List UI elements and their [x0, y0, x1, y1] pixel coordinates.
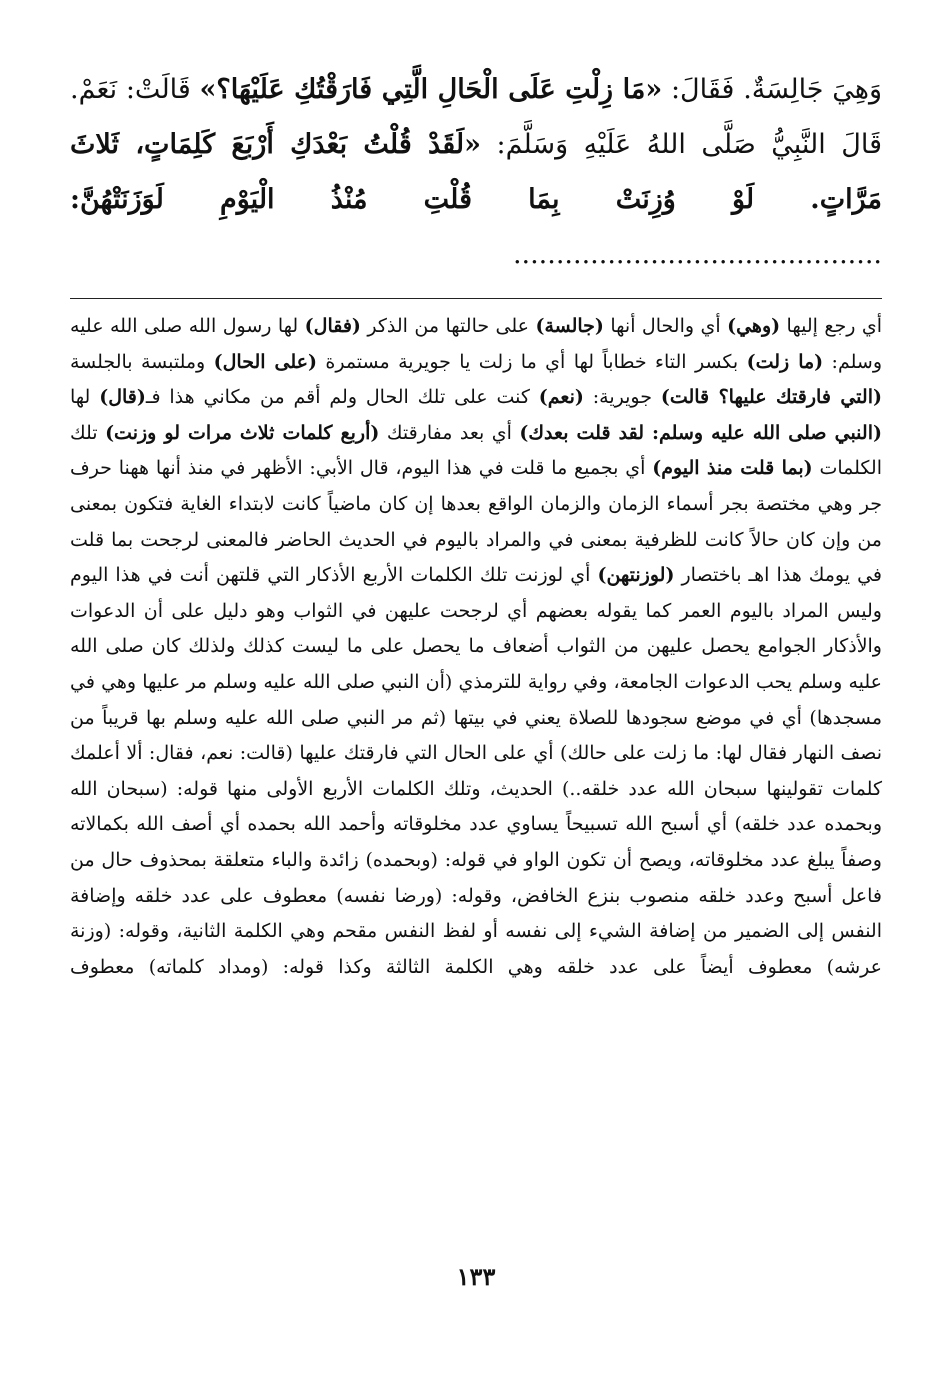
commentary-segment: وملتبسة بالجلسة [70, 350, 214, 373]
commentary-segment: أي بعد مفارقتك [379, 421, 520, 444]
hadith-text [70, 62, 882, 282]
hadith-dots: ........................................... [512, 239, 882, 270]
commentary-segment: بكسر التاء خطاباً لها أي ما زلت يا جويرية مستمرة [316, 350, 747, 373]
commentary-segment: أي لوزنت تلك الكلمات الأربع الأذكار التي قلتهن أنت في هذا اليوم وليس المراد باليوم العمر كما يقوله بعضهم أي لرجحت عليهن في الثواب وهو دليل على أن الدعوات والأذكار الجوامع يحصل عليهن من الثواب أضعاف ما يحصل على ما ليست كذلك ولذلك كان صلى الله عليه وسلم يحب الدعوات الجامعة، وفي رواية للترمذي (أن النبي صلى الله عليه وسلم مر عليها وهي في مسجدها) أي في موضع سجودها للصلاة يعني في بيتها (ثم مر النبي صلى الله عليه وسلم بها قريباً من نصف النهار فقال لها: ما زلت على حالك) أي على الحال التي فارقتك عليها (قالت: نعم، فقال: ألا أعلمك كلمات تقولينها سبحان الله عدد خلقه..) الحديث، وتلك الكلمات الأربع الأولى منها قوله: (سبحان الله وبحمده عدد خلقه) أي أسبح الله تسبيحاً يساوي عدد مخلوقاته وأحمد الله بحمده أي أصف الله بكمالاته وصفاً يبلغ عدد مخلوقاته، ويصح أن تكون الواو في قوله: (وبحمده) زائدة والباء متعلقة بمحذوف حال من فاعل أسبح وعدد خلقه منصوب بنزع الخافض، وقوله: (ورضا نفسه) معطوف على عدد خلقه وإضافة النفس إلى الضمير من إضافة الشيء إلى نفسه أو لفظ النفس مقحم وهي الكلمة الثانية، وقوله: (وزنة عرشه) معطوف أيضاً على عدد خلقه وهي الكلمة الثالثة وكذا قوله: (ومداد كلماته) معطوف [70, 564, 882, 978]
commentary-segment: كنت على تلك الحال ولم أقم من مكاني هذا فـ [145, 386, 539, 409]
hadith-segment: وَهِيَ جَالِسَةٌ. فَقَالَ: [662, 74, 883, 105]
commentary-segment-bold: (على الحال) [213, 350, 317, 373]
commentary-segment: جويرية: [583, 386, 661, 409]
commentary-segment: أي والحال أنها [603, 315, 728, 337]
commentary-segment-bold: (ما زلت) [746, 350, 824, 373]
commentary-segment: أي بجميع ما قلت في هذا اليوم، قال الأبي: الأظهر في منذ أنها ههنا حرف جر وهي مختصة بجر أسماء الزمان والزمان الواقع بعدها إن كان ماضياً كانت لابتداء الغاية فتكون بمعنى من وإن كان حالاً كانت للظرفية بمعنى في والمراد باليوم في الحديث الحاضر فالمعنى لرجحت بما قلت في يومك هذا اهـ باختصار [70, 457, 882, 587]
commentary-segment-bold: (لوزنتهن) [597, 564, 675, 587]
commentary-text [70, 309, 882, 985]
commentary-segment: أي رجع إليها [780, 315, 882, 337]
commentary-segment-bold: (النبي صلى الله عليه وسلم: لقد قلت بعدك) [519, 421, 882, 444]
page-number: ١٣٣ [456, 1262, 496, 1291]
commentary-segment: تلك الكلمات [70, 421, 882, 480]
commentary-segment-bold: (التي فارقتك عليها؟ قالت) [660, 386, 882, 409]
commentary-segment-bold: (فقال) [304, 315, 361, 337]
commentary-segment: على حالتها من الذكر [360, 315, 536, 337]
commentary-segment-bold: (قال) [99, 386, 146, 409]
hadith-segment-bold: «مَا زِلْتِ عَلَى الْحَالِ الَّتِي فَارَقْتُكِ عَلَيْهَا؟» [199, 74, 663, 105]
commentary-segment-bold: (بما قلت منذ اليوم) [652, 457, 813, 480]
page [70, 62, 882, 1362]
commentary-segment-bold: (أربع كلمات ثلاث مرات لو وزنت) [105, 421, 380, 444]
hadith-segment-bold: «لَقَدْ قُلْتُ بَعْدَكِ أَرْبَعَ كَلِمَاتٍ، ثَلاثَ مَرَّاتٍ. لَوْ وُزِنَتْ بِمَا قُلْتِ مُنْذُ الْيَوْمِ لَوَزَنَتْهُنَّ: [70, 129, 882, 215]
commentary-segment-bold: (وهي) [727, 315, 781, 337]
hadith-segment: قَالَتْ: نَعَمْ. قَالَ النَّبِيُّ صَلَّى اللهُ عَلَيْهِ وَسَلَّمَ: [70, 74, 883, 160]
commentary-segment-bold: (جالسة) [535, 315, 604, 337]
separator-line [70, 298, 882, 299]
commentary-segment: لها [70, 386, 100, 409]
commentary-segment-bold: (نعم) [538, 386, 584, 409]
commentary-segment: لها رسول الله صلى الله عليه وسلم: [70, 315, 882, 373]
